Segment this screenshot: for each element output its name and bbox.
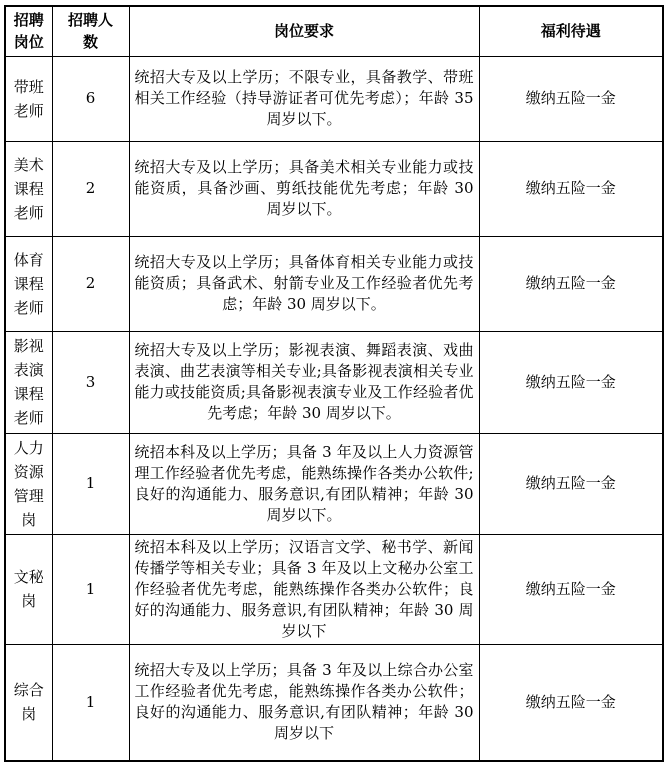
position-cell: 体育课程老师	[5, 236, 52, 331]
table-header-row	[5, 6, 663, 56]
requirements-cell: 统招本科及以上学历；汉语言文学、秘书学、新闻传播学等相关专业；具备 3 年及以上文秘办公室工作经验者优先考虑，能熟练操作各类办公软件；良好的沟通能力、服务意识,有团队精神；年龄 30 周岁以下	[129, 534, 479, 644]
position-cell: 综合岗	[5, 644, 52, 761]
position-cell: 人力资源管理岗	[5, 433, 52, 534]
benefits-cell: 缴纳五险一金	[479, 644, 663, 761]
table-row	[5, 56, 663, 141]
requirements-cell: 统招大专及以上学历；具备体育相关专业能力或技能资质；具备武术、射箭专业及工作经验者优先考虑；年龄 30 周岁以下。	[129, 236, 479, 331]
count-cell: 3	[52, 331, 129, 433]
benefits-cell: 缴纳五险一金	[479, 236, 663, 331]
header-requirements: 岗位要求	[129, 6, 479, 56]
benefits-cell: 缴纳五险一金	[479, 331, 663, 433]
table-row	[5, 433, 663, 534]
requirements-cell: 统招大专及以上学历；具备 3 年及以上综合办公室工作经验者优先考虑，能熟练操作各类办公软件；良好的沟通能力、服务意识,有团队精神；年龄 30 周岁以下	[129, 644, 479, 761]
count-cell: 1	[52, 433, 129, 534]
count-cell: 1	[52, 644, 129, 761]
table-row	[5, 644, 663, 761]
table-row	[5, 331, 663, 433]
count-cell: 6	[52, 56, 129, 141]
requirements-cell: 统招大专及以上学历；影视表演、舞蹈表演、戏曲表演、曲艺表演等相关专业;具备影视表演相关专业能力或技能资质;具备影视表演专业及工作经验者优先考虑；年龄 30 周岁以下。	[129, 331, 479, 433]
position-cell: 带班老师	[5, 56, 52, 141]
count-cell: 1	[52, 534, 129, 644]
requirements-cell: 统招大专及以上学历；不限专业，具备教学、带班相关工作经验（持导游证者可优先考虑）；年龄 35 周岁以下。	[129, 56, 479, 141]
recruitment-table	[4, 5, 664, 762]
count-cell: 2	[52, 236, 129, 331]
requirements-cell: 统招大专及以上学历；具备美术相关专业能力或技能资质，具备沙画、剪纸技能优先考虑；年龄 30 周岁以下。	[129, 141, 479, 236]
benefits-cell: 缴纳五险一金	[479, 433, 663, 534]
header-position: 招聘岗位	[5, 6, 52, 56]
position-cell: 影视表演课程老师	[5, 331, 52, 433]
header-count: 招聘人数	[52, 6, 129, 56]
benefits-cell: 缴纳五险一金	[479, 141, 663, 236]
count-cell: 2	[52, 141, 129, 236]
header-benefits: 福利待遇	[479, 6, 663, 56]
benefits-cell: 缴纳五险一金	[479, 534, 663, 644]
table-row	[5, 534, 663, 644]
table-row	[5, 236, 663, 331]
position-cell: 文秘岗	[5, 534, 52, 644]
benefits-cell: 缴纳五险一金	[479, 56, 663, 141]
requirements-cell: 统招本科及以上学历；具备 3 年及以上人力资源管理工作经验者优先考虑，能熟练操作各类办公软件;良好的沟通能力、服务意识,有团队精神；年龄 30 周岁以下。	[129, 433, 479, 534]
table-row	[5, 141, 663, 236]
position-cell: 美术课程老师	[5, 141, 52, 236]
